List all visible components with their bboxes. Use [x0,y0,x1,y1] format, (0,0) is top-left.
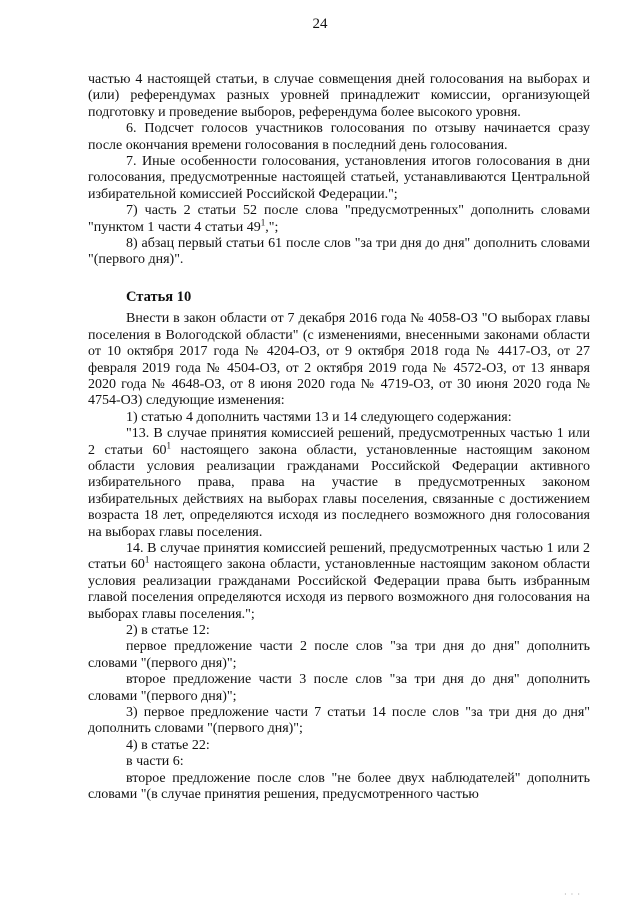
paragraph: частью 4 настоящей статьи, в случае совмещения дней голосования на выборах и (или) референдумах разных уровней принадлежит комиссии, организующей подготовку и проведение выборов, референдума более высокого уровня. [88,72,590,120]
paragraph-text: "13. В случае принятия комиссией решений, предусмотренных частью 1 или 2 статьи 60 [88,426,590,458]
paragraph: 8) абзац первый статьи 61 после слов "за три дня до дня" дополнить словами "(первого дня)". [88,236,590,268]
paragraph [88,203,590,236]
paragraph-tail: ,"; [265,219,279,235]
document-body [88,72,590,803]
paragraph: 7. Иные особенности голосования, установления итогов голосования в дни голосования, предусмотренные настоящей статьей, устанавливаются Центральной избирательной комиссией Российской Федерации."; [88,154,590,202]
paragraph-text: 14. В случае принятия комиссией решений, предусмотренных частью 1 или 2 статьи 60 [88,540,590,573]
paragraph: первое предложение части 2 после слов "за три дня до дня" дополнить словами "(первого дня)"; [88,639,590,671]
scan-mark: · · · [564,890,581,899]
paragraph: 1) статью 4 дополнить частями 13 и 14 следующего содержания: [126,409,512,425]
paragraph-tail: настоящего закона области, установленные настоящим законом области условия реализации гражданами Российской Федерации права быть избранным главой поселения определяются исходя из первого возможного дня голосования на выборах главы поселения."; [88,557,590,622]
paragraph-tail: настоящего закона области, установленные настоящим законом области условия реализации гражданами Российской Федерации активного избирательного права, права на участие в предусмотренных законом избирательных действиях на выборах главы поселения, связанные с достижением возраста 18 лет, определяются исходя из последнего возможного дня голосования на выборах главы поселения. [88,442,590,540]
paragraph [88,426,590,541]
article-heading: Статья 10 [126,288,192,305]
paragraph: 6. Подсчет голосов участников голосования по отзыву начинается сразу после окончания времени голосования в последний день голосования. [88,121,590,153]
paragraph: в части 6: [126,754,184,770]
paragraph: 3) первое предложение части 7 статьи 14 после слов "за три дня до дня" дополнить словами "(первого дня)"; [88,705,590,737]
superscript: 1 [260,217,266,227]
paragraph: второе предложение после слов "не более двух наблюдателей" дополнить словами "(в случае принятия решения, предусмотренного частью [88,770,590,803]
paragraph: 4) в статье 22: [126,737,210,753]
superscript: 1 [166,439,171,450]
paragraph-text: 7) часть 2 статьи 52 после слова "предусмотренных" дополнить словами "пунктом 1 части 4 статьи 49 [88,203,590,235]
paragraph [88,541,590,623]
paragraph: второе предложение части 3 после слов "за три дня до дня" дополнить словами "(первого дня)"; [88,672,590,704]
paragraph: 2) в статье 12: [126,623,210,638]
superscript: 1 [144,554,150,565]
page-number: 24 [312,16,328,32]
paragraph: Внести в закон области от 7 декабря 2016 года № 4058-ОЗ "О выборах главы поселения в Вологодской области" (с изменениями, внесенными законами области от 10 октября 2017 года № 4204-ОЗ, от 9 октября 2018 года № 4417-ОЗ, от 27 февраля 2019 года № 4504-ОЗ, от 2 октября 2019 года № 4572-ОЗ, от 13 января 2020 года № 4648-ОЗ, от 8 июня 2020 года № 4719-ОЗ, от 30 июня 2020 года № 4754-ОЗ) следующие изменения: [88,311,590,409]
